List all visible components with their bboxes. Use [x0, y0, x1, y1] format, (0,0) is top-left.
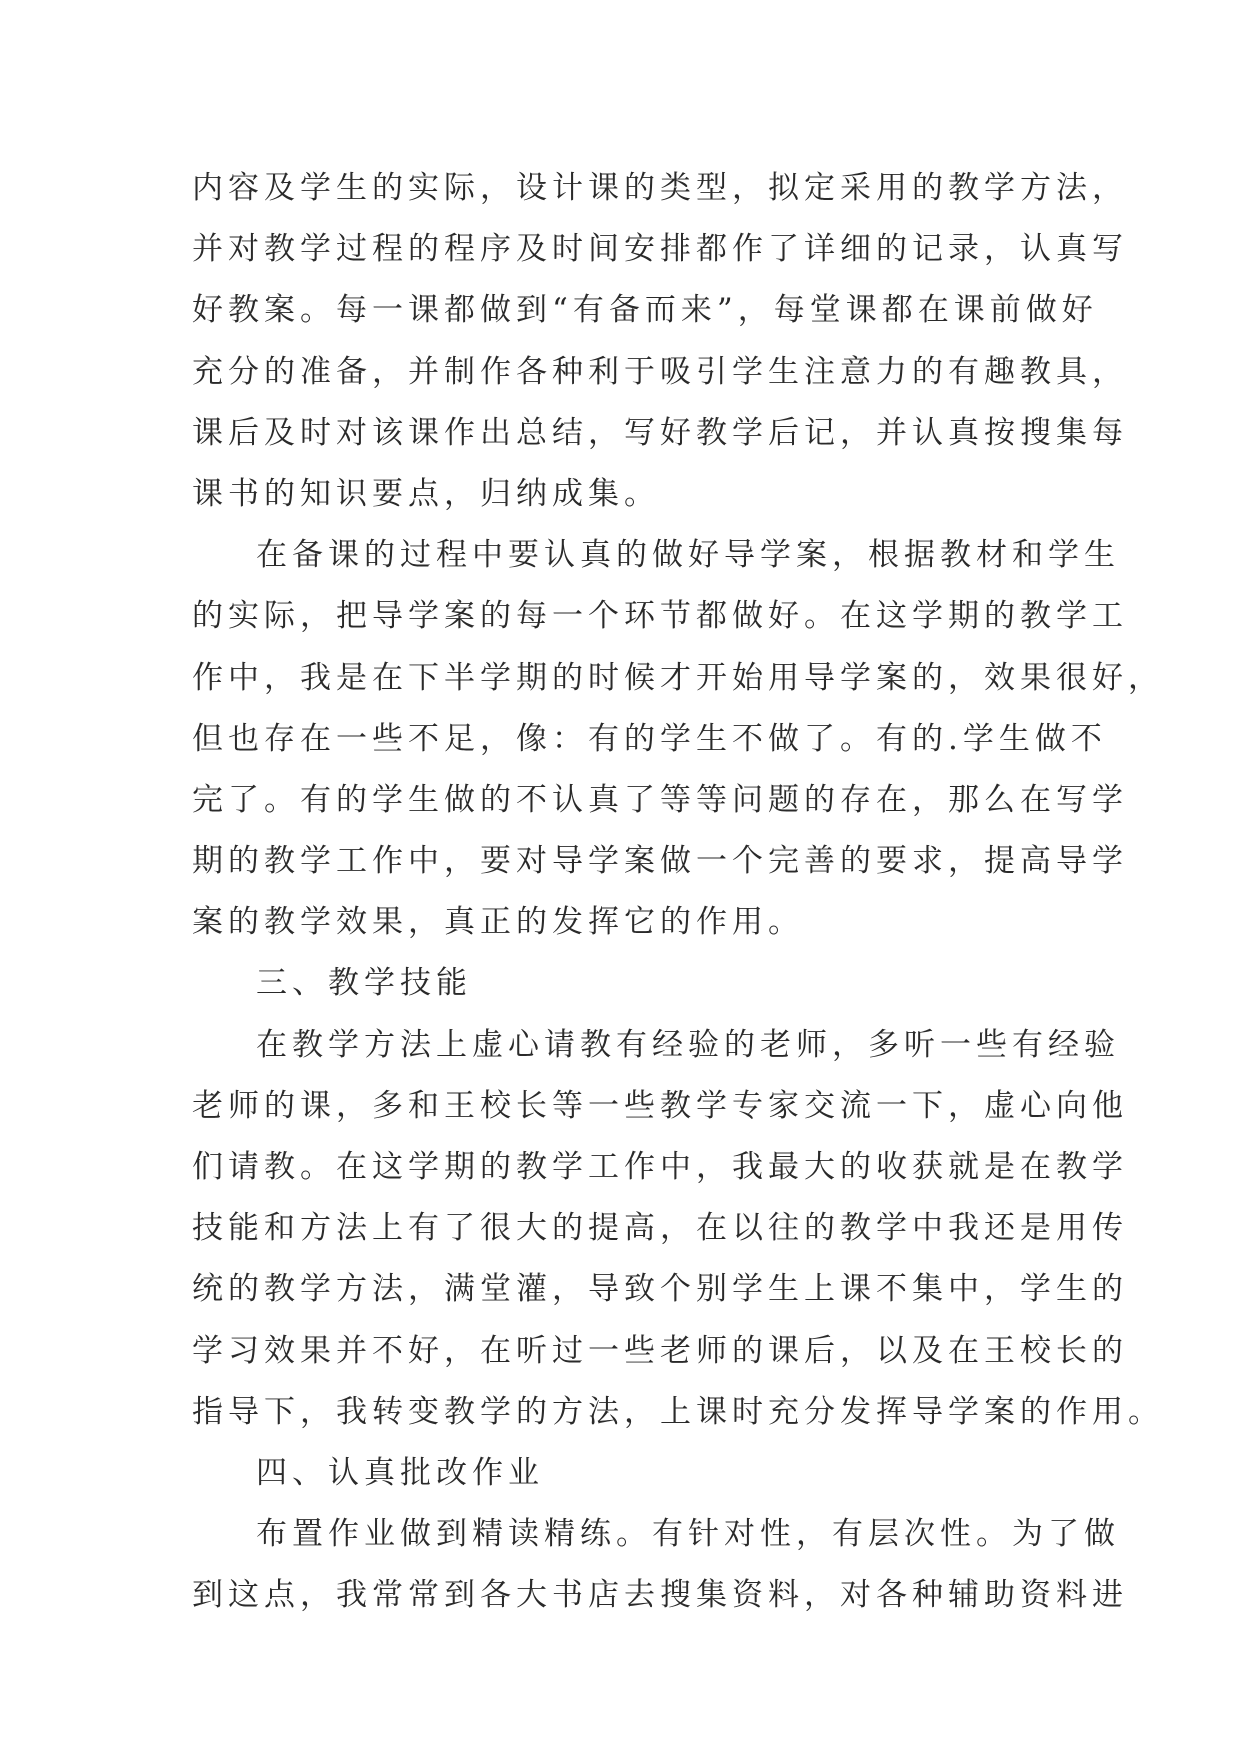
section-heading: 三、教学技能	[256, 965, 472, 1002]
paragraph-first-line: 布置作业做到精读精练。有针对性，有层次性。为了做	[256, 1516, 1120, 1553]
text-line: 好教案。每一课都做到“有备而来”，每堂课都在课前做好	[192, 292, 1098, 329]
document-body	[192, 158, 1164, 1627]
section-heading: 四、认真批改作业	[256, 1454, 544, 1491]
text-line: 内容及学生的实际，设计课的类型，拟定采用的教学方法，	[192, 170, 1128, 206]
text-line: 期的教学工作中，要对导学案做一个完善的要求，提高导学	[192, 843, 1128, 880]
paragraph-first-line: 在教学方法上虚心请教有经验的老师，多听一些有经验	[256, 1026, 1120, 1063]
text-line: 充分的准备，并制作各种利于吸引学生注意力的有趣教具，	[192, 353, 1128, 390]
text-line: 技能和方法上有了很大的提高，在以往的教学中我还是用传	[192, 1210, 1128, 1247]
text-line: 案的教学效果，真正的发挥它的作用。	[192, 904, 804, 941]
text-line: 到这点，我常常到各大书店去搜集资料，对各种辅助资料进	[192, 1577, 1128, 1614]
text-line: 的实际，把导学案的每一个环节都做好。在这学期的教学工	[192, 598, 1128, 635]
text-line: 老师的课，多和王校长等一些教学专家交流一下，虚心向他	[192, 1087, 1128, 1124]
text-line: 们请教。在这学期的教学工作中，我最大的收获就是在教学	[192, 1149, 1128, 1185]
text-line: 完了。有的学生做的不认真了等等问题的存在，那么在写学	[192, 781, 1128, 818]
text-line: 指导下，我转变教学的方法，上课时充分发挥导学案的作用。	[192, 1393, 1164, 1430]
paragraph-first-line: 在备课的过程中要认真的做好导学案，根据教材和学生	[256, 537, 1120, 574]
text-line: 统的教学方法，满堂灌，导致个别学生上课不集中，学生的	[192, 1271, 1128, 1308]
text-line: 课书的知识要点，归纳成集。	[192, 475, 660, 512]
text-line: 但也存在一些不足，像：有的学生不做了。有的.学生做不	[192, 720, 1107, 757]
text-line: 并对教学过程的程序及时间安排都作了详细的记录，认真写	[192, 231, 1128, 268]
text-line: 学习效果并不好，在听过一些老师的课后，以及在王校长的	[192, 1332, 1128, 1369]
text-line: 课后及时对该课作出总结，写好教学后记，并认真按搜集每	[192, 414, 1128, 451]
text-line: 作中，我是在下半学期的时候才开始用导学案的，效果很好，	[192, 659, 1164, 696]
